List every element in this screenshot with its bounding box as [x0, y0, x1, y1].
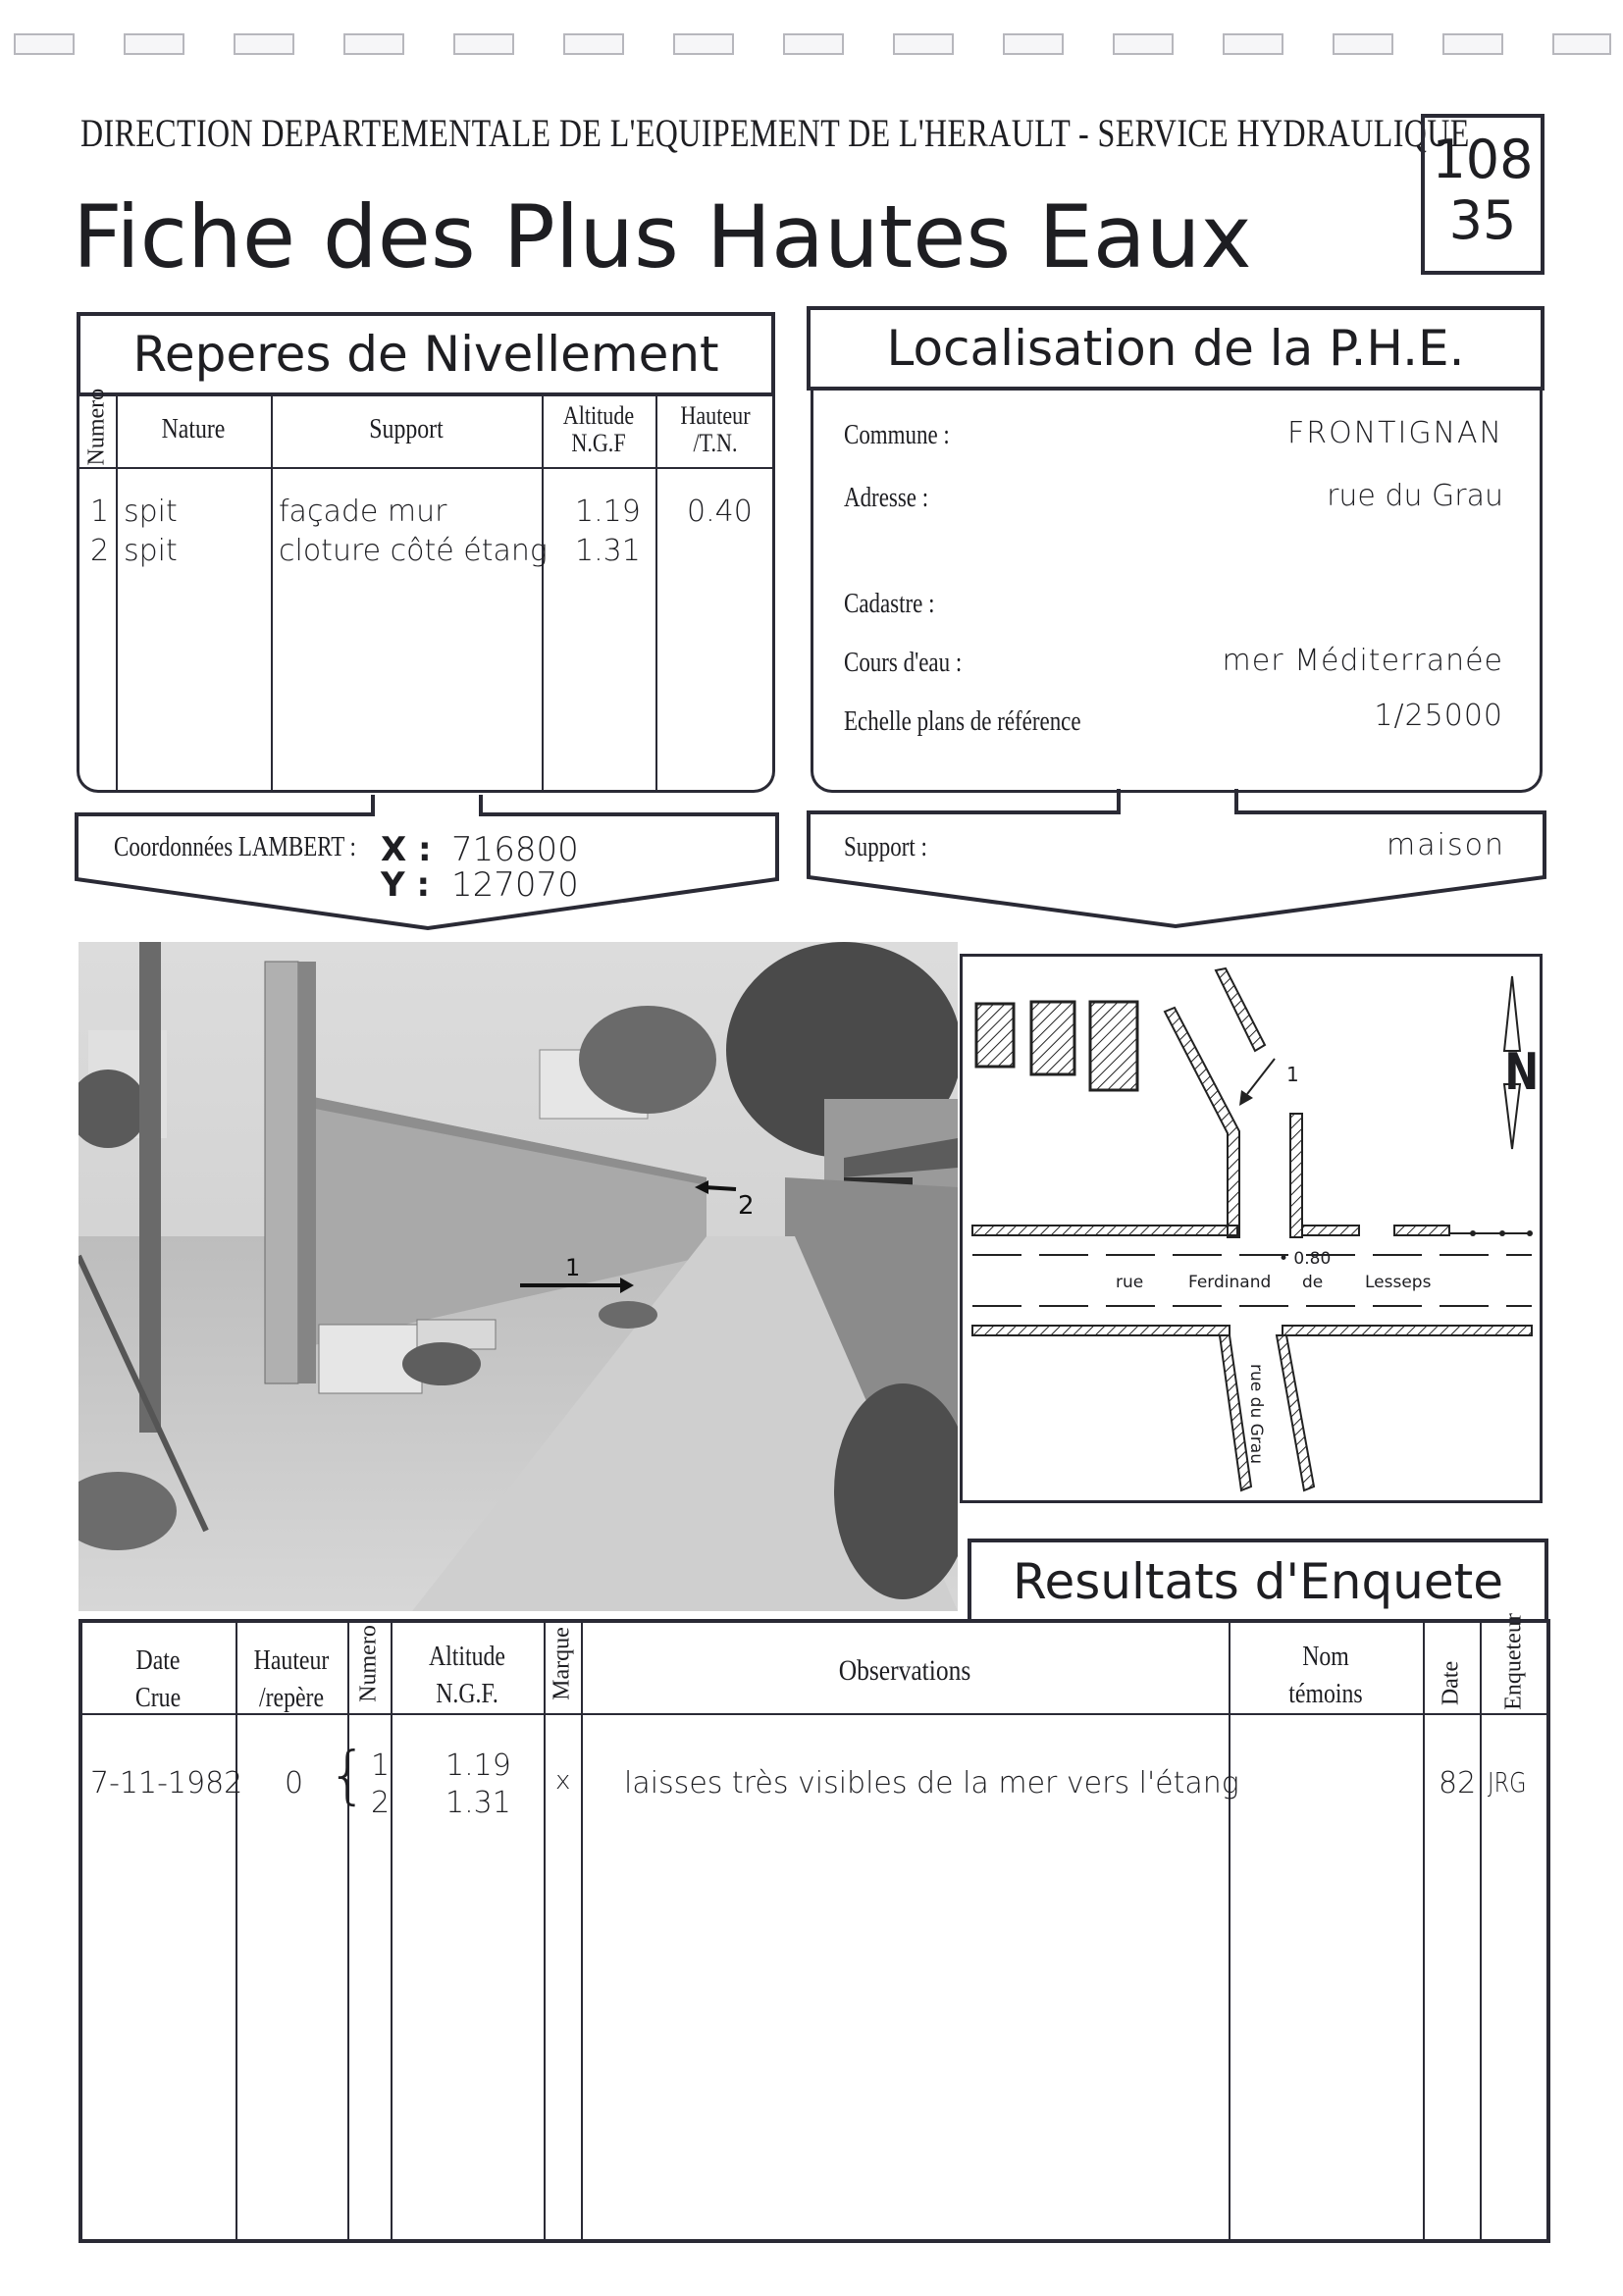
resultats-title-frame [968, 1539, 1548, 1621]
col-header-numero: Numero [355, 1625, 382, 1702]
map-street-lesseps: Lesseps [1365, 1273, 1432, 1292]
echelle-label: Echelle plans de référence [844, 706, 1081, 737]
reference-number-bottom: 35 [1448, 189, 1517, 251]
binder-hole [1113, 33, 1174, 55]
commune-label: Commune : [844, 420, 950, 450]
row-support: cloture côté étang [279, 534, 548, 568]
site-photo-illustration [79, 942, 958, 1611]
adresse-label: Adresse : [844, 483, 929, 513]
map-street-ferdinand: Ferdinand [1188, 1273, 1272, 1292]
col-header-nom-line1: Nom [1302, 1642, 1349, 1672]
table-divider [391, 1621, 393, 2241]
table-divider [1480, 1621, 1482, 2241]
row-date-crue: 7-11-1982 [90, 1766, 243, 1800]
row-marque: x [555, 1766, 571, 1796]
support-value: maison [1387, 828, 1505, 862]
binder-hole [563, 33, 624, 55]
col-header-altitude-line2: N.G.F [571, 429, 626, 457]
col-header-enqueteur: Enqueteur [1500, 1613, 1527, 1710]
reference-number-top: 108 [1432, 129, 1534, 190]
binder-hole [14, 33, 75, 55]
binder-hole [1442, 33, 1503, 55]
row-enqueteur: JRG [1488, 1766, 1527, 1799]
table-divider [655, 394, 657, 791]
col-header-altitude-line1: Altitude [562, 401, 635, 430]
lambert-y-label: Y : [381, 865, 431, 905]
col-header-hauteur [664, 402, 766, 457]
binder-hole [453, 33, 514, 55]
photo-marker-1: 1 [565, 1254, 581, 1281]
row-altitude-2: 1.31 [445, 1786, 511, 1820]
localisation-title: Localisation de la P.H.E. [807, 306, 1544, 391]
location-map [960, 954, 1543, 1503]
row-observations: laisses très visibles de la mer vers l'étang [624, 1766, 1239, 1800]
table-divider [271, 394, 273, 791]
cadastre-label: Cadastre : [844, 589, 935, 619]
commune-value: FRONTIGNAN [1287, 416, 1503, 450]
binder-hole [1003, 33, 1064, 55]
reference-box [1421, 114, 1544, 275]
table-divider [581, 1621, 583, 2241]
row-altitude-1: 1.19 [445, 1748, 511, 1783]
row-brace-icon: { [328, 1740, 368, 1812]
col-header-nature: Nature [161, 414, 226, 444]
table-divider [542, 394, 544, 791]
col-header-hauteur-line1: Hauteur [680, 401, 751, 430]
binder-hole [124, 33, 184, 55]
col-header-altitude [402, 1639, 533, 1713]
binder-hole [343, 33, 404, 55]
map-street-de: de [1302, 1273, 1324, 1292]
adresse-value: rue du Grau [1327, 479, 1503, 513]
binder-hole [234, 33, 294, 55]
photo-marker-2: 2 [738, 1191, 755, 1221]
row-nature: spit [124, 534, 178, 568]
support-label: Support : [844, 832, 927, 862]
binder-hole [893, 33, 954, 55]
lambert-x-label: X : [381, 830, 432, 869]
lambert-label: Coordonnées LAMBERT : [114, 832, 356, 862]
map-spot-height: • 0.80 [1279, 1249, 1332, 1269]
cours-eau-label: Cours d'eau : [844, 648, 963, 678]
reperes-title: Reperes de Nivellement [77, 312, 775, 396]
map-side-street: rue du Grau [1245, 1364, 1266, 1464]
lambert-y-value: 127070 [451, 865, 579, 905]
col-header-observations: Observations [838, 1654, 971, 1687]
col-header-support: Support [369, 414, 444, 444]
row-numero-2: 2 [371, 1786, 391, 1820]
col-header-date-line2: Crue [134, 1683, 182, 1713]
north-label: N [1504, 1043, 1540, 1102]
table-divider [347, 1621, 349, 2241]
col-header-marque: Marque [549, 1627, 575, 1700]
cours-eau-value: mer Méditerranée [1222, 644, 1503, 678]
binder-hole [1333, 33, 1393, 55]
binder-hole [783, 33, 844, 55]
binder-hole [1552, 33, 1611, 55]
table-divider [544, 1621, 546, 2241]
binder-hole [1223, 33, 1283, 55]
row-support: façade mur [279, 495, 447, 529]
col-header-hauteur-line2: /T.N. [693, 429, 738, 457]
row-hauteur: 0.40 [687, 495, 753, 529]
site-photo [79, 942, 958, 1611]
lambert-x-value: 716800 [451, 830, 579, 869]
row-numero-1: 1 [371, 1748, 391, 1783]
echelle-value: 1/25000 [1374, 699, 1503, 733]
col-header-hauteur-line1: Hauteur [253, 1645, 330, 1676]
col-header-date-crue [92, 1643, 224, 1717]
row-altitude: 1.31 [575, 534, 641, 568]
col-header-hauteur-repere [244, 1643, 340, 1717]
row-altitude: 1.19 [575, 495, 641, 529]
table-divider [116, 394, 118, 791]
table-divider [236, 1621, 237, 2241]
map-marker-1: 1 [1286, 1063, 1299, 1086]
row-date: 82 [1439, 1766, 1477, 1800]
row-numero: 1 [90, 495, 110, 529]
col-header-date: Date [1438, 1660, 1464, 1706]
col-header-date-line1: Date [135, 1645, 181, 1676]
row-nature: spit [124, 495, 178, 529]
col-header-altitude-line1: Altitude [428, 1642, 505, 1672]
row-numero: 2 [90, 534, 110, 568]
map-street-rue: rue [1116, 1273, 1144, 1292]
col-header-nom-temoins [1243, 1639, 1408, 1713]
table-divider [77, 467, 775, 469]
table-divider [1229, 1621, 1230, 2241]
col-header-altitude-line2: N.G.F. [436, 1679, 498, 1709]
binder-hole [673, 33, 734, 55]
direction-heading: DIRECTION DEPARTEMENTALE DE L'EQUIPEMENT DE L'HERAULT - SERVICE HYDRAULIQUE [80, 111, 1470, 155]
resultats-title: Resultats d'Enquete [1013, 1553, 1503, 1610]
col-header-altitude [550, 402, 648, 457]
table-divider [1423, 1621, 1425, 2241]
page-title: Fiche des Plus Hautes Eaux [73, 186, 1252, 287]
col-header-hauteur-line2: /repère [258, 1683, 325, 1713]
col-header-nom-line2: témoins [1288, 1679, 1363, 1709]
row-hauteur: 0 [285, 1766, 304, 1800]
col-header-numero: Numero [83, 388, 110, 466]
